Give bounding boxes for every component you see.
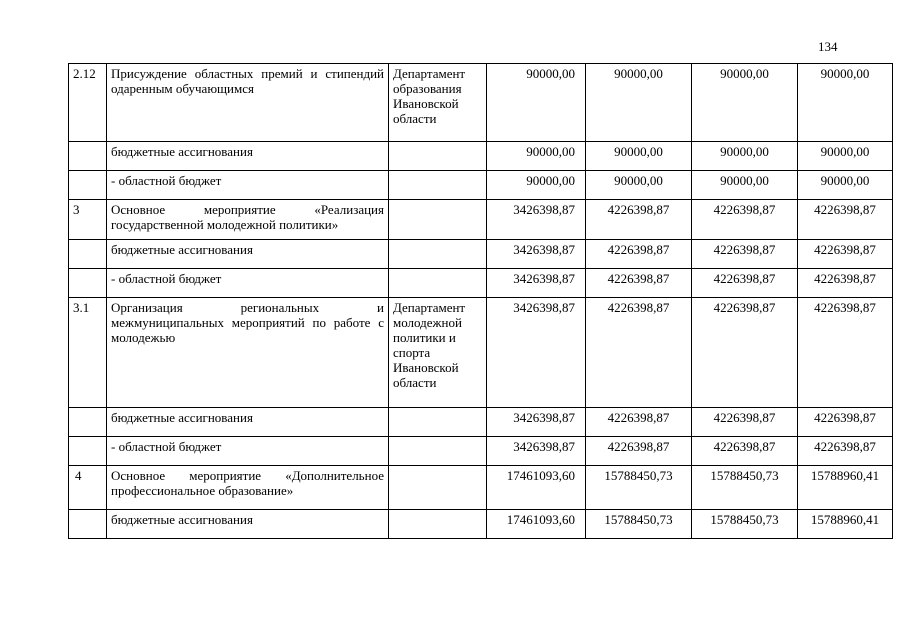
row-name: Основное мероприятие «Реализация государственной молодежной политики» bbox=[107, 200, 389, 240]
row-value-2: 15788450,73 bbox=[586, 510, 692, 539]
row-value-3: 4226398,87 bbox=[692, 269, 798, 298]
row-executor bbox=[389, 269, 487, 298]
row-value-1: 17461093,60 bbox=[487, 510, 586, 539]
row-number bbox=[69, 240, 107, 269]
row-value-4: 15788960,41 bbox=[798, 510, 893, 539]
row-value-4: 90000,00 bbox=[798, 171, 893, 200]
table-row bbox=[69, 64, 893, 142]
row-value-4: 4226398,87 bbox=[798, 437, 893, 466]
row-name: - областной бюджет bbox=[107, 171, 389, 200]
table-row bbox=[69, 466, 893, 510]
row-name: - областной бюджет bbox=[107, 437, 389, 466]
row-value-2: 90000,00 bbox=[586, 171, 692, 200]
row-value-2: 4226398,87 bbox=[586, 269, 692, 298]
row-value-3: 90000,00 bbox=[692, 64, 798, 142]
row-name: бюджетные ассигнования bbox=[107, 408, 389, 437]
row-value-1: 3426398,87 bbox=[487, 408, 586, 437]
row-value-1: 90000,00 bbox=[487, 171, 586, 200]
row-number: 3.1 bbox=[69, 298, 107, 408]
row-executor bbox=[389, 171, 487, 200]
row-number bbox=[69, 142, 107, 171]
row-number bbox=[69, 437, 107, 466]
row-value-2: 4226398,87 bbox=[586, 200, 692, 240]
table-row bbox=[69, 510, 893, 539]
table-row bbox=[69, 298, 893, 408]
row-value-4: 4226398,87 bbox=[798, 298, 893, 408]
row-number: 3 bbox=[69, 200, 107, 240]
table-row bbox=[69, 408, 893, 437]
row-value-2: 15788450,73 bbox=[586, 466, 692, 510]
row-name: бюджетные ассигнования bbox=[107, 510, 389, 539]
row-number bbox=[69, 269, 107, 298]
row-executor bbox=[389, 200, 487, 240]
row-number: 4 bbox=[69, 466, 107, 510]
row-value-2: 4226398,87 bbox=[586, 408, 692, 437]
row-executor bbox=[389, 437, 487, 466]
row-value-3: 4226398,87 bbox=[692, 200, 798, 240]
table-row bbox=[69, 240, 893, 269]
row-number bbox=[69, 408, 107, 437]
row-value-2: 4226398,87 bbox=[586, 437, 692, 466]
row-value-1: 3426398,87 bbox=[487, 200, 586, 240]
row-value-4: 4226398,87 bbox=[798, 200, 893, 240]
table-row bbox=[69, 437, 893, 466]
row-value-4: 90000,00 bbox=[798, 64, 893, 142]
row-name: бюджетные ассигнования bbox=[107, 142, 389, 171]
row-value-3: 15788450,73 bbox=[692, 466, 798, 510]
row-name: Организация региональных и межмуниципальных мероприятий по работе с молодежью bbox=[107, 298, 389, 408]
row-name: бюджетные ассигнования bbox=[107, 240, 389, 269]
row-value-4: 4226398,87 bbox=[798, 408, 893, 437]
row-name: Основное мероприятие «Дополнительное профессиональное образование» bbox=[107, 466, 389, 510]
row-executor bbox=[389, 510, 487, 539]
row-value-1: 17461093,60 bbox=[487, 466, 586, 510]
row-executor bbox=[389, 142, 487, 171]
row-number: 2.12 bbox=[69, 64, 107, 142]
row-number bbox=[69, 171, 107, 200]
row-value-1: 3426398,87 bbox=[487, 437, 586, 466]
row-executor: Департамент молодежной политики и спорта Ивановской области bbox=[389, 298, 487, 408]
row-executor bbox=[389, 408, 487, 437]
row-executor bbox=[389, 466, 487, 510]
table-row bbox=[69, 200, 893, 240]
row-value-1: 90000,00 bbox=[487, 142, 586, 171]
table-row bbox=[69, 171, 893, 200]
row-number bbox=[69, 510, 107, 539]
row-value-3: 4226398,87 bbox=[692, 240, 798, 269]
row-value-4: 15788960,41 bbox=[798, 466, 893, 510]
row-value-1: 3426398,87 bbox=[487, 240, 586, 269]
row-value-2: 4226398,87 bbox=[586, 298, 692, 408]
row-executor bbox=[389, 240, 487, 269]
row-value-3: 15788450,73 bbox=[692, 510, 798, 539]
row-value-4: 4226398,87 bbox=[798, 269, 893, 298]
row-value-2: 90000,00 bbox=[586, 64, 692, 142]
row-value-1: 3426398,87 bbox=[487, 298, 586, 408]
row-value-2: 4226398,87 bbox=[586, 240, 692, 269]
row-value-4: 90000,00 bbox=[798, 142, 893, 171]
row-value-1: 3426398,87 bbox=[487, 269, 586, 298]
row-value-3: 90000,00 bbox=[692, 142, 798, 171]
row-executor: Департамент образования Ивановской области bbox=[389, 64, 487, 142]
row-value-3: 4226398,87 bbox=[692, 437, 798, 466]
row-value-2: 90000,00 bbox=[586, 142, 692, 171]
table-row bbox=[69, 269, 893, 298]
budget-table bbox=[68, 63, 893, 539]
row-value-3: 90000,00 bbox=[692, 171, 798, 200]
page-number: 134 bbox=[818, 39, 838, 54]
table-row bbox=[69, 142, 893, 171]
row-value-1: 90000,00 bbox=[487, 64, 586, 142]
row-value-4: 4226398,87 bbox=[798, 240, 893, 269]
row-name: - областной бюджет bbox=[107, 269, 389, 298]
row-value-3: 4226398,87 bbox=[692, 408, 798, 437]
row-name: Присуждение областных премий и стипендий одаренным обучающимся bbox=[107, 64, 389, 142]
row-value-3: 4226398,87 bbox=[692, 298, 798, 408]
